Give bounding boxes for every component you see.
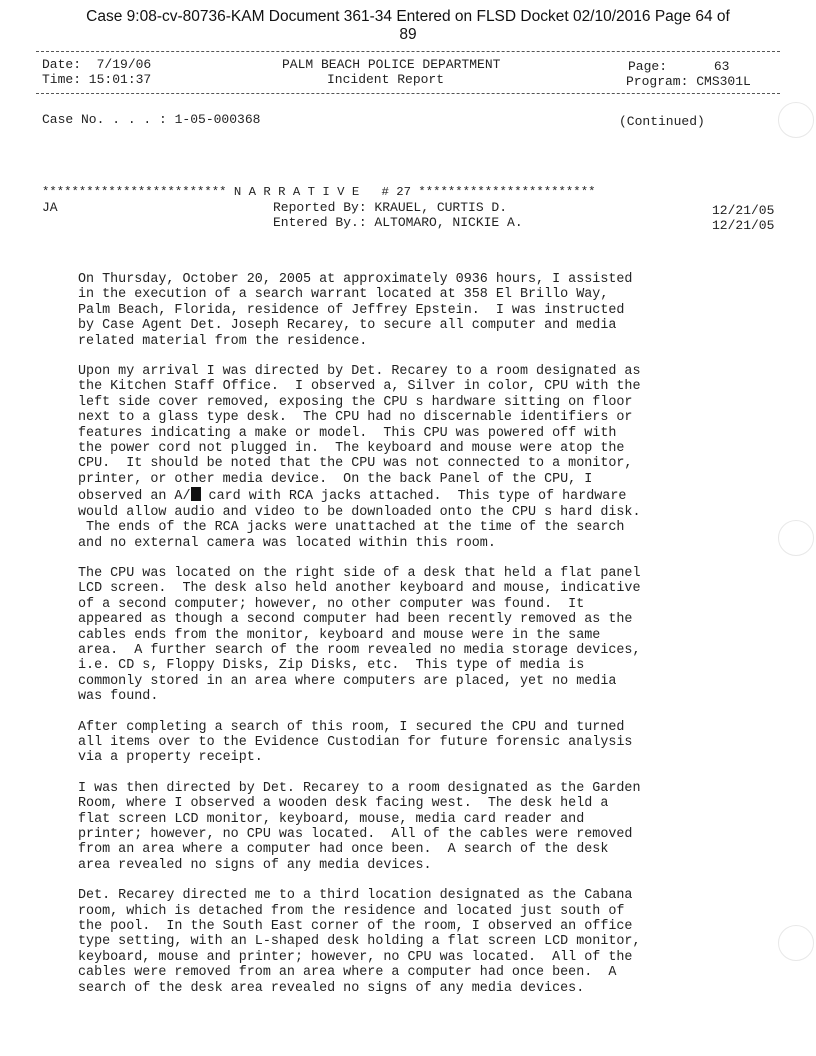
text-line: would allow audio and video to be downloaded onto the CPU s hard disk. [78, 504, 641, 520]
redacted-text-line [78, 487, 778, 504]
text-line: area revealed no signs of any media devices. [78, 857, 432, 873]
text-fragment: card with RCA jacks attached. This type of hardware [200, 489, 627, 505]
text-line: I was then directed by Det. Recarey to a room designated as the Garden [78, 780, 641, 796]
narrative-code: JA [42, 200, 58, 215]
narrative-paragraph-6 [78, 888, 778, 996]
redaction-box [191, 487, 201, 501]
department-name: PALM BEACH POLICE DEPARTMENT [282, 57, 501, 72]
scan-punch-mark [778, 925, 814, 961]
text-line: and no external camera was located within this room. [78, 535, 496, 551]
text-line: next to a glass type desk. The CPU had no discernable identifiers or [78, 410, 633, 426]
text-line: search of the desk area revealed no signs of any media devices. [78, 980, 585, 996]
narrative-paragraph-1 [78, 272, 778, 349]
program-code: Program: CMS301L [626, 74, 751, 89]
report-type: Incident Report [327, 72, 445, 87]
text-line: i.e. CD s, Floppy Disks, Zip Disks, etc. This type of media is [78, 658, 585, 674]
text-line: the Kitchen Staff Office. I observed a, Silver in color, CPU with the [78, 379, 641, 395]
text-line: The ends of the RCA jacks were unattached at the time of the search [78, 520, 625, 536]
text-line: printer, or other media device. On the back Panel of the CPU, I [78, 471, 593, 487]
narrative-paragraph-2 [78, 364, 778, 551]
text-line: type setting, with an L-shaped desk holding a flat screen LCD monitor, [78, 934, 641, 950]
text-line: LCD screen. The desk also held another keyboard and mouse, indicative [78, 581, 641, 597]
text-line: flat screen LCD monitor, keyboard, mouse, media card reader and [78, 811, 585, 827]
text-line: features indicating a make or model. This CPU was powered off with [78, 425, 617, 441]
text-line: commonly stored in an area where computers are placed, yet no media [78, 673, 617, 689]
case-number: Case No. . . . : 1-05-000368 [42, 112, 261, 127]
text-line: the power cord not plugged in. The keyboard and mouse were atop the [78, 441, 625, 457]
top-dashed-rule [36, 51, 780, 52]
scan-punch-mark [778, 520, 814, 556]
scan-punch-mark [778, 102, 814, 138]
court-filing-header [40, 8, 776, 44]
text-line: related material from the residence. [78, 333, 368, 349]
court-filing-line-2: 89 [399, 26, 417, 43]
narrative-banner: ************************* N A R R A T I V E # 27 ************************ [42, 185, 596, 199]
text-line: cables were removed from an area where a computer had once been. A [78, 965, 617, 981]
entered-by: Entered By.: ALTOMARO, NICKIE A. [273, 215, 523, 230]
reported-by: Reported By: KRAUEL, CURTIS D. [273, 200, 508, 215]
text-line: Palm Beach, Florida, residence of Jeffrey Epstein. I was instructed [78, 302, 625, 318]
header-dashed-rule [36, 93, 780, 94]
report-date: Date: 7/19/06 [42, 57, 152, 72]
text-line: On Thursday, October 20, 2005 at approximately 0936 hours, I assisted [78, 272, 633, 287]
text-fragment: observed an A/ [78, 489, 191, 505]
text-line: via a property receipt. [78, 750, 263, 766]
text-line: room, which is detached from the residence and located just south of [78, 903, 625, 919]
text-line: by Case Agent Det. Joseph Recarey, to secure all computer and media [78, 318, 617, 334]
text-line: CPU. It should be noted that the CPU was not connected to a monitor, [78, 456, 633, 472]
page-number: Page: 63 [628, 59, 730, 74]
text-line: After completing a search of this room, I secured the CPU and turned [78, 719, 625, 735]
narrative-paragraph-5 [78, 781, 778, 873]
text-line: in the execution of a search warrant located at 358 El Brillo Way, [78, 287, 609, 303]
narrative-body [78, 272, 778, 1011]
text-line: cables ends from the monitor, keyboard and mouse were in the same [78, 627, 601, 643]
text-line: The CPU was located on the right side of a desk that held a flat panel [78, 565, 641, 581]
continued-label: (Continued) [619, 114, 705, 129]
text-line: the pool. In the South East corner of the room, I observed an office [78, 919, 633, 935]
text-line: left side cover removed, exposing the CPU s hardware sitting on floor [78, 394, 633, 410]
text-line: was found. [78, 689, 159, 705]
report-time: Time: 15:01:37 [42, 72, 152, 87]
text-line: from an area where a computer had once been. A search of the desk [78, 842, 609, 858]
narrative-paragraph-4 [78, 720, 778, 766]
court-filing-line-1: Case 9:08-cv-80736-KAM Document 361-34 Entered on FLSD Docket 02/10/2016 Page 64 of [86, 8, 730, 25]
entered-date: 12/21/05 [712, 218, 775, 233]
narrative-paragraph-3 [78, 566, 778, 705]
text-line: keyboard, mouse and printer; however, no CPU was located. All of the [78, 949, 633, 965]
text-line: of a second computer; however, no other computer was found. It [78, 596, 585, 612]
text-line: Room, where I observed a wooden desk facing west. The desk held a [78, 796, 609, 812]
reported-date: 12/21/05 [712, 203, 775, 218]
text-line: printer; however, no CPU was located. All of the cables were removed [78, 827, 633, 842]
text-line: Upon my arrival I was directed by Det. Recarey to a room designated as [78, 364, 641, 380]
text-line: area. A further search of the room revealed no media storage devices, [78, 642, 641, 658]
text-line: all items over to the Evidence Custodian for future forensic analysis [78, 734, 633, 750]
text-line: Det. Recarey directed me to a third location designated as the Cabana [78, 888, 633, 904]
text-line: appeared as though a second computer had been recently removed as the [78, 612, 633, 628]
